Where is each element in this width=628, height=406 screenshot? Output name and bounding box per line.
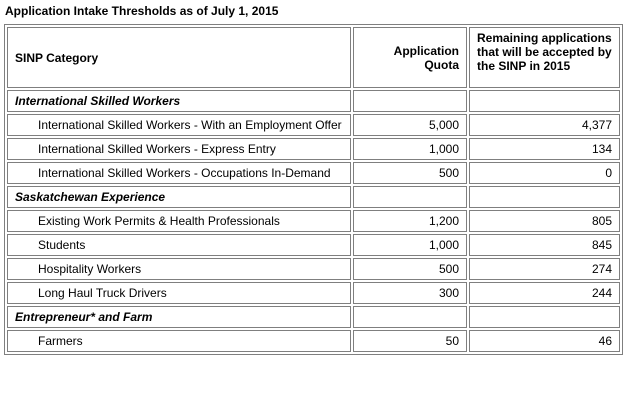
empty-cell <box>469 186 620 208</box>
row-remaining: 274 <box>469 258 620 280</box>
empty-cell <box>353 90 467 112</box>
group-label: International Skilled Workers <box>7 90 351 112</box>
empty-cell <box>353 186 467 208</box>
intake-thresholds-table <box>4 24 623 355</box>
table-row <box>7 138 620 160</box>
row-remaining: 244 <box>469 282 620 304</box>
group-label: Saskatchewan Experience <box>7 186 351 208</box>
row-remaining: 845 <box>469 234 620 256</box>
group-label: Entrepreneur* and Farm <box>7 306 351 328</box>
row-category: International Skilled Workers - Occupations In-Demand <box>7 162 351 184</box>
row-quota: 500 <box>353 162 467 184</box>
empty-cell <box>353 306 467 328</box>
row-category: Long Haul Truck Drivers <box>7 282 351 304</box>
table-row <box>7 330 620 352</box>
group-row <box>7 186 620 208</box>
row-quota: 1,000 <box>353 138 467 160</box>
row-category: International Skilled Workers - Express Entry <box>7 138 351 160</box>
row-remaining: 46 <box>469 330 620 352</box>
header-row <box>7 27 620 88</box>
row-category: International Skilled Workers - With an Employment Offer <box>7 114 351 136</box>
row-quota: 300 <box>353 282 467 304</box>
table-row <box>7 114 620 136</box>
row-quota: 1,000 <box>353 234 467 256</box>
row-category: Farmers <box>7 330 351 352</box>
empty-cell <box>469 306 620 328</box>
row-remaining: 134 <box>469 138 620 160</box>
header-sinp-category: SINP Category <box>7 27 351 88</box>
row-category: Existing Work Permits & Health Professionals <box>7 210 351 232</box>
table-row <box>7 162 620 184</box>
table-row <box>7 258 620 280</box>
table-row <box>7 282 620 304</box>
table-caption: Application Intake Thresholds as of July 1, 2015 <box>5 4 279 18</box>
row-quota: 50 <box>353 330 467 352</box>
header-remaining-applications: Remaining applications that will be accepted by the SINP in 2015 <box>469 27 620 88</box>
table-row <box>7 234 620 256</box>
group-row <box>7 306 620 328</box>
row-remaining: 4,377 <box>469 114 620 136</box>
row-quota: 500 <box>353 258 467 280</box>
empty-cell <box>469 90 620 112</box>
row-quota: 5,000 <box>353 114 467 136</box>
row-remaining: 0 <box>469 162 620 184</box>
row-remaining: 805 <box>469 210 620 232</box>
row-quota: 1,200 <box>353 210 467 232</box>
row-category: Students <box>7 234 351 256</box>
row-category: Hospitality Workers <box>7 258 351 280</box>
table-row <box>7 210 620 232</box>
group-row <box>7 90 620 112</box>
header-application-quota: Application Quota <box>353 27 467 88</box>
